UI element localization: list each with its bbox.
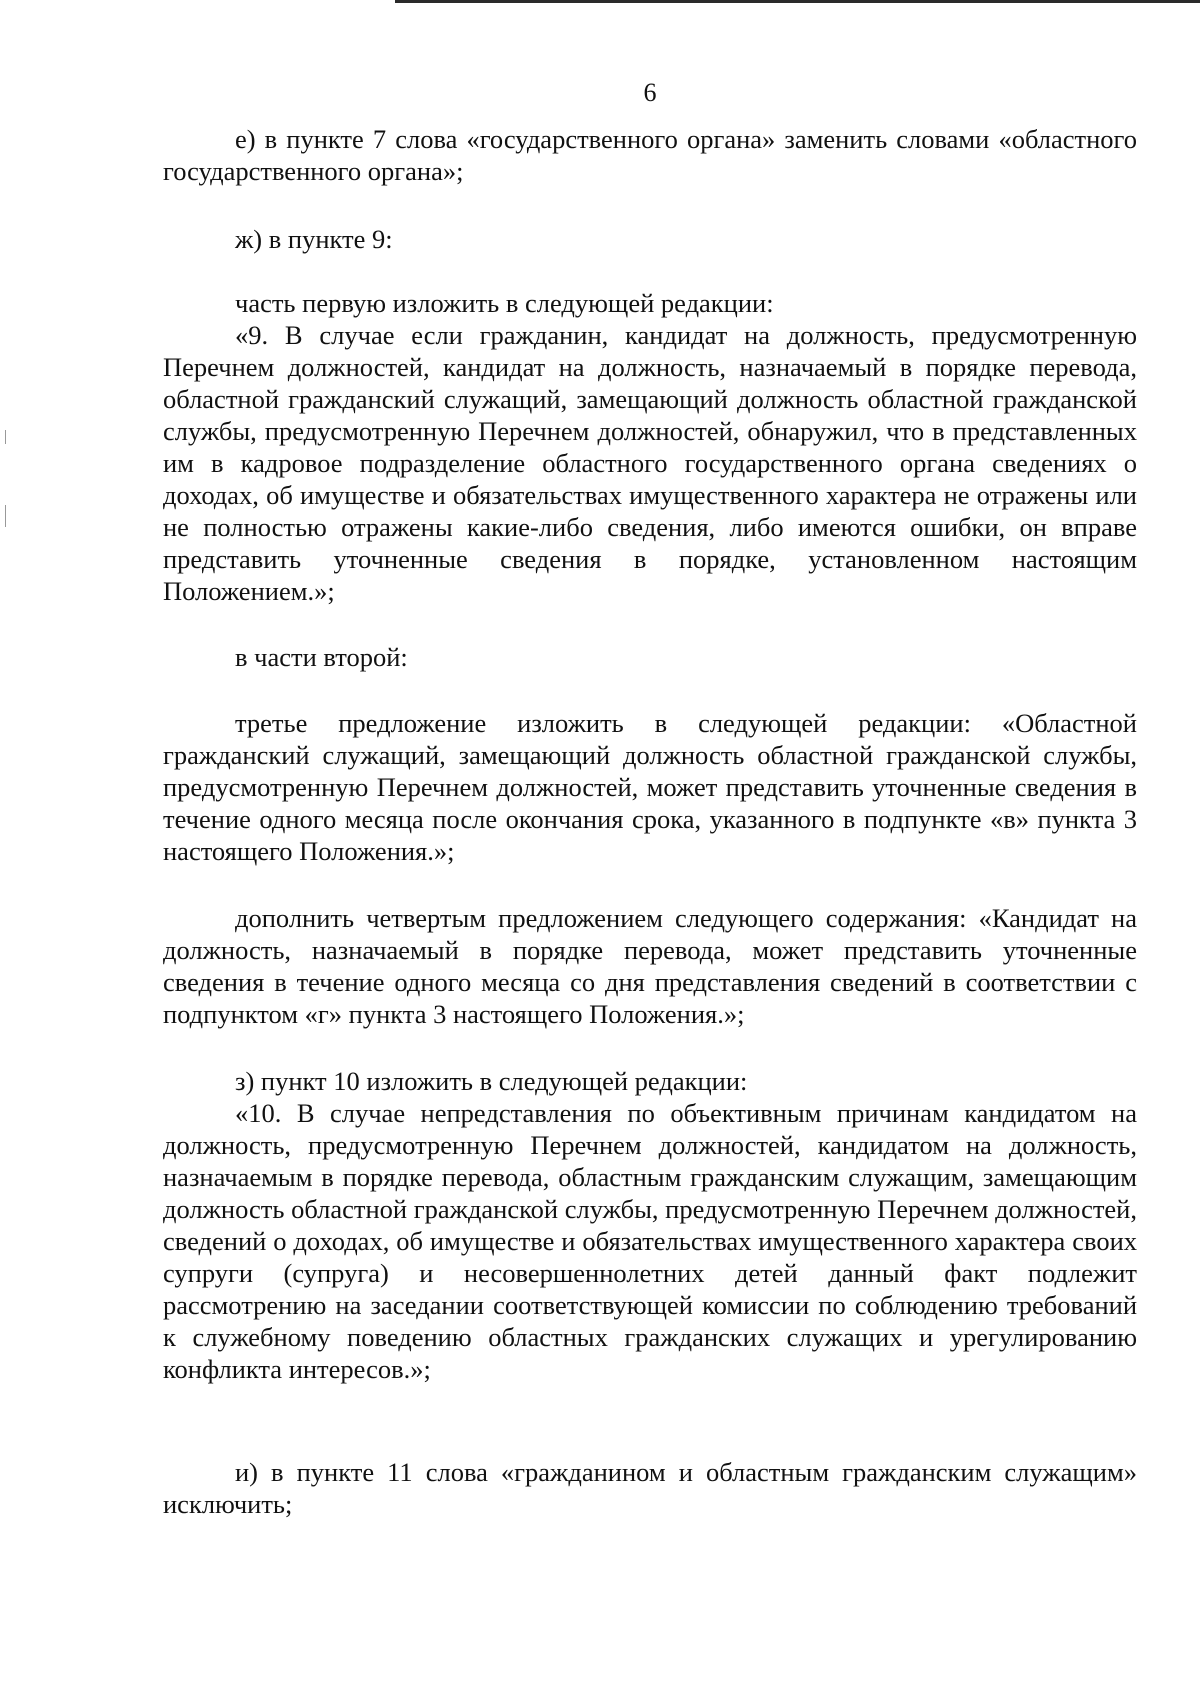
item-zh-part2-intro xyxy=(235,641,1135,673)
item-i-text: и) в пункте 11 слова «гражданином и областным гражданским служащим» исключить; xyxy=(163,1457,1137,1519)
item-zh-part2-third xyxy=(163,707,1137,867)
scan-top-edge xyxy=(395,0,1200,3)
item-zh-part2-fourth xyxy=(163,902,1137,1030)
item-z xyxy=(163,1065,1137,1385)
scan-margin-mark xyxy=(5,505,6,527)
item-zh-part2-fourth-text: дополнить четвертым предложением следующего содержания: «Кандидат на должность, назначаемый в порядке перевода, может представить уточненные сведения в течение одного месяца со дня представления сведений в соответствии с подпунктом «г» пункта 3 настоящего Положения.»; xyxy=(163,903,1137,1029)
item-zh-part2-intro-text: в части второй: xyxy=(235,642,408,672)
item-z-intro: з) пункт 10 изложить в следующей редакции: xyxy=(235,1066,748,1096)
scan-margin-mark xyxy=(5,430,6,444)
item-zh-part1-intro: часть первую изложить в следующей редакции: xyxy=(235,288,774,318)
item-e-text: е) в пункте 7 слова «государственного органа» заменить словами «областного государственного органа»; xyxy=(163,124,1137,186)
item-zh-part2-third-text: третье предложение изложить в следующей редакции: «Областной гражданский служащий, замещающий должность областной гражданской службы, предусмотренную Перечнем должностей, может представить уточненные сведения в течение одного месяца после окончания срока, указанного в подпункте «в» пункта 3 настоящего Положения.»; xyxy=(163,708,1137,866)
item-zh-part1-quote: «9. В случае если гражданин, кандидат на должность, предусмотренную Перечнем должностей, кандидат на должность, назначаемый в порядке перевода, областной гражданский служащий, замещающий должность областной гражданской службы, предусмотренную Перечнем должностей, обнаружил, что в представленных им в кадровое подразделение областного государственного органа сведениях о доходах, об имуществе и обязательствах имущественного характера не отражены или не полностью отражены какие-либо сведения, либо имеются ошибки, он вправе представить уточненные сведения в порядке, установленном настоящим Положением.»; xyxy=(163,320,1137,606)
item-zh-heading xyxy=(235,223,1135,255)
item-zh-part1 xyxy=(163,287,1137,607)
page-number: 6 xyxy=(643,78,657,107)
item-e xyxy=(163,123,1137,187)
item-i xyxy=(163,1456,1137,1520)
item-zh-heading-text: ж) в пункте 9: xyxy=(235,224,393,254)
item-z-quote: «10. В случае непредставления по объективным причинам кандидатом на должность, предусмотренную Перечнем должностей, кандидатом на должность, назначаемым в порядке перевода, областным гражданским служащим, замещающим должность областной гражданской службы, предусмотренную Перечнем должностей, сведений о доходах, об имуществе и обязательствах имущественного характера своих супруги (супруга) и несовершеннолетних детей данный факт подлежит рассмотрению на заседании соответствующей комиссии по соблюдению требований к служебному поведению областных гражданских служащих и урегулированию конфликта интересов.»; xyxy=(163,1098,1137,1384)
